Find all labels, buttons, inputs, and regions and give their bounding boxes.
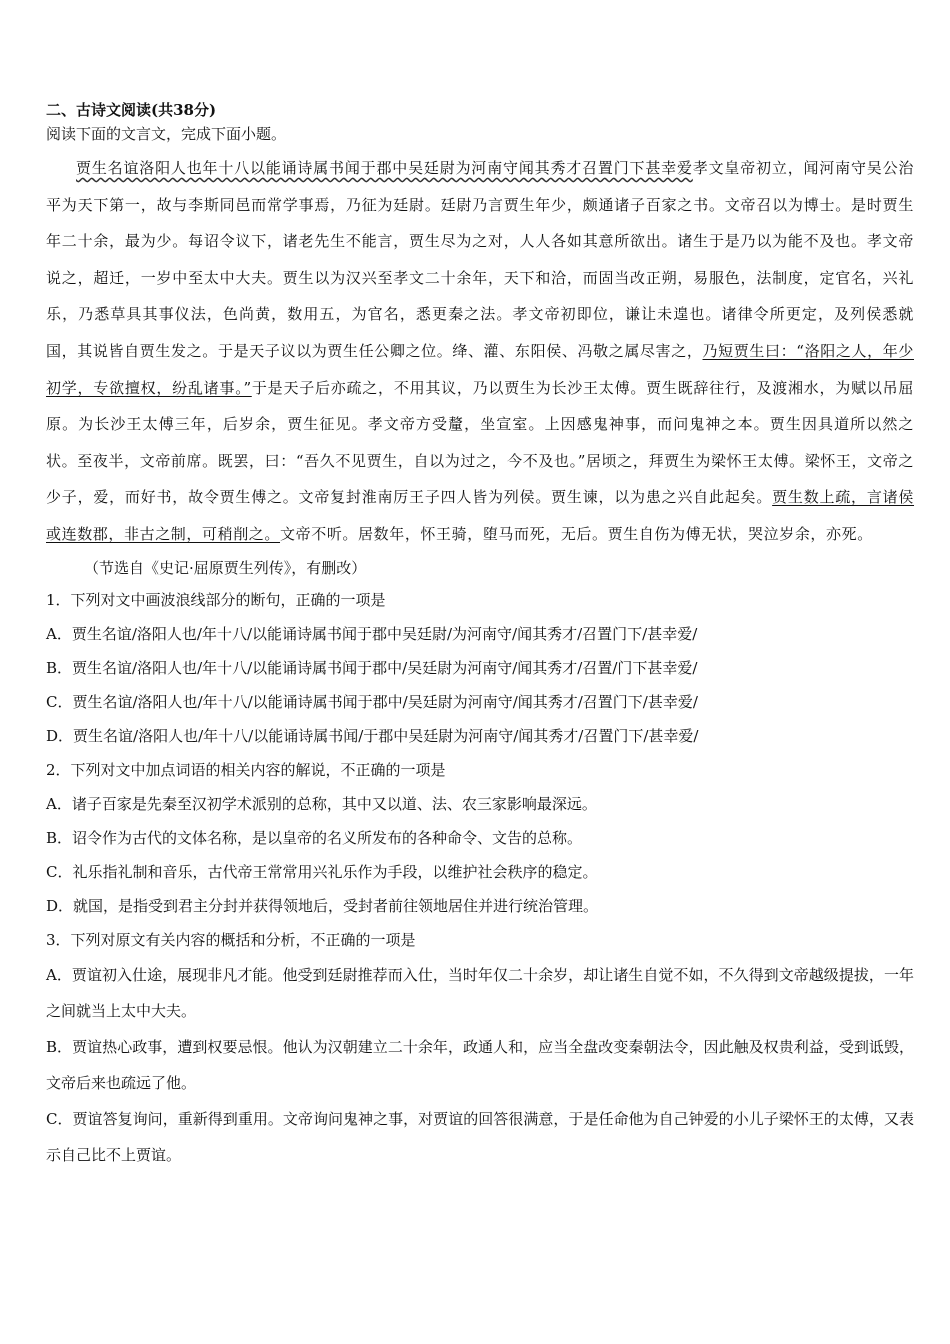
question-stem: 1．下列对文中画波浪线部分的断句，正确的一项是 [46,590,386,609]
section-title: 二、古诗文阅读(共38分) [46,101,217,119]
passage-text-3: 文帝不听。居数年，怀王骑，堕马而死，无后。贾生自伤为傅无状，哭泣岁余，亦死。 [280,524,873,543]
question-option: A．贾生名谊/洛阳人也/年十八/以能诵诗属书闻于郡中吴廷尉/为河南守/闻其秀才/召置门下/甚幸爱/ [46,624,698,643]
question-option: B．贾生名谊/洛阳人也/年十八/以能诵诗属书闻于郡中/吴廷尉为河南守/闻其秀才/召置/门下甚幸爱/ [46,658,698,677]
passage-text-1: 孝文皇帝初立，闻河南守吴公治平为天下第一，故与李斯同邑而常学事焉，乃征为廷尉。廷尉乃言贾生年少，颇通诸子百家之书。文帝召以为博士。是时贾生年二十余，最为少。每诏令议下，诸老先生不能言，贾生尽为之对，人人各如其意所欲出。诸生于是乃以为能不及也。孝文帝说之，超迁，一岁中至太中大夫。贾生以为汉兴至孝文二十余年，天下和洽，而固当改正朔，易服色，法制度，定官名，兴礼乐，乃悉草具其事仪法，色尚黄，数用五，为官名，悉更秦之法。孝文帝初即位，谦让未遑也。诸律令所更定，及列侯悉就国，其说皆自贾生发之。于是天子议以为贾生任公卿之位。绛、灌、东阳侯、冯敬之属尽害之， [46,159,914,360]
instruction: 阅读下面的文言文，完成下面小题。 [46,125,287,143]
question-option: A．诸子百家是先秦至汉初学术派别的总称，其中又以道、法、农三家影响最深远。 [46,794,597,813]
document-page [46,100,914,1173]
question-option: B．诏令作为古代的文体名称，是以皇帝的名义所发布的各种命令、文告的总称。 [46,828,583,847]
classical-passage [46,150,914,553]
question-option: D．就国，是指受到君主分封并获得领地后，受封者前往领地居住并进行统治管理。 [46,896,599,915]
question-option: C．贾生名谊/洛阳人也/年十八/以能诵诗属书闻于郡中/吴廷尉为河南守/闻其秀才/召置门下/甚幸爱/ [46,692,698,711]
question-stem: 3．下列对原文有关内容的概括和分析，不正确的一项是 [46,930,416,949]
question-option: A．贾谊初入仕途，展现非凡才能。他受到廷尉推荐而入仕，当时年仅二十余岁，却让诸生自觉不如，不久得到文帝越级提拔，一年之间就当上太中大夫。 [46,965,914,1020]
underlined-sentence-2: 贾生数上疏，言诸侯或连数郡，非古之制，可稍削之。 [46,488,915,543]
question-option: C．礼乐指礼制和音乐，古代帝王常常用兴礼乐作为手段，以维护社会秩序的稳定。 [46,862,598,881]
question-option: C．贾谊答复询问，重新得到重用。文帝询问鬼神之事，对贾谊的回答很满意，于是任命他为自己钟爱的小儿子梁怀王的太傅，又表示自己比不上贾谊。 [46,1109,914,1164]
passage-text-2: 于是天子后亦疏之，不用其议，乃以贾生为长沙王太傅。贾生既辞往行，及渡湘水，为赋以吊屈原。为长沙王太傅三年，后岁余，贾生征见。孝文帝方受釐，坐宣室。上因感鬼神事，而问鬼神之本。贾生因具道所以然之状。至夜半，文帝前席。既罢，曰：“吾久不见贾生，自以为过之，今不及也。”居顷之，拜贾生为梁怀王太傅。梁怀王，文帝之少子，爱，而好书，故令贾生傅之。文帝复封淮南厉王子四人皆为列侯。贾生谏，以为患之兴自此起矣。 [46,378,914,507]
question-option: D．贾生名谊/洛阳人也/年十八/以能诵诗属书闻/于郡中吴廷尉为河南守/闻其秀才/召置门下/甚幸爱/ [46,726,699,745]
question-option: B．贾谊热心政事，遭到权要忌恨。他认为汉朝建立二十余年，政通人和，应当全盘改变秦朝法令，因此触及权贵利益，受到诋毁，文帝后来也疏远了他。 [46,1037,914,1092]
underlined-sentence-1: 乃短贾生曰：“洛阳之人，年少初学，专欲擅权，纷乱诸事。” [46,341,914,397]
question-stem: 2．下列对文中加点词语的相关内容的解说，不正确的一项是 [46,760,446,779]
passage-source: （节选自《史记·屈原贾生列传》，有删改） [84,558,367,577]
wavy-underlined-text: 贾生名谊洛阳人也年十八以能诵诗属书闻于郡中吴廷尉为河南守闻其秀才召置门下甚幸爱 [76,159,693,177]
